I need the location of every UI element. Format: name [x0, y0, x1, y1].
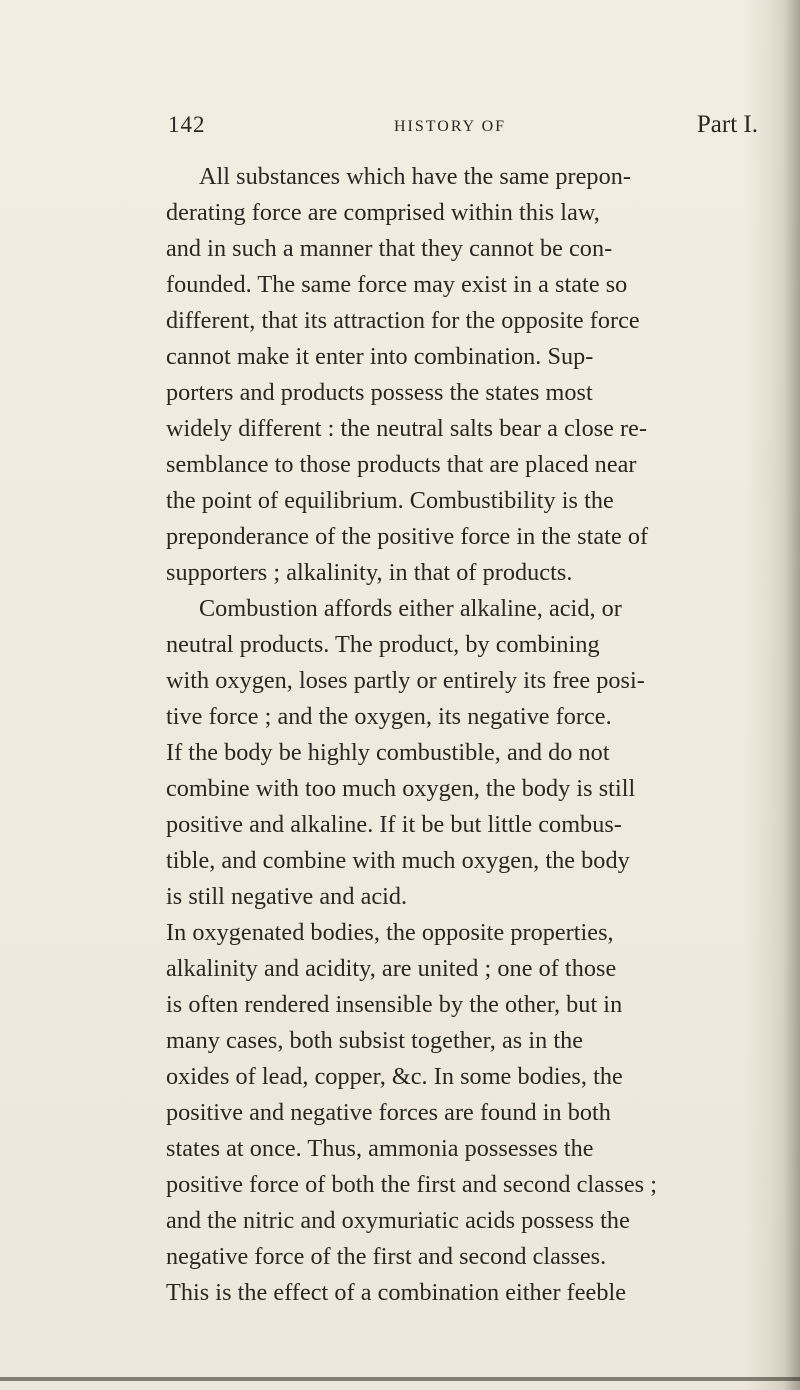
- text-line: tive force ; and the oxygen, its negative force.: [166, 703, 612, 730]
- text-line: negative force of the first and second classes.: [166, 1243, 607, 1270]
- running-head: HISTORY OF: [394, 118, 507, 135]
- text-line: widely different : the neutral salts bear a close re-: [166, 415, 648, 442]
- text-line: is often rendered insensible by the other, but in: [166, 991, 623, 1018]
- text-line: semblance to those products that are placed near: [166, 451, 637, 478]
- text-line: founded. The same force may exist in a state so: [166, 271, 628, 298]
- text-line: cannot make it enter into combination. Sup-: [166, 343, 594, 370]
- text-line: porters and products possess the states most: [166, 379, 593, 406]
- text-line: and in such a manner that they cannot be con-: [166, 235, 613, 262]
- text-line: neutral products. The product, by combining: [166, 631, 600, 658]
- text-line: with oxygen, loses partly or entirely its free posi-: [166, 667, 645, 694]
- text-line: This is the effect of a combination either feeble: [166, 1279, 627, 1306]
- text-line: positive force of both the first and second classes ;: [166, 1171, 657, 1198]
- text-line: alkalinity and acidity, are united ; one of those: [166, 955, 617, 982]
- text-line: If the body be highly combustible, and do not: [166, 739, 610, 766]
- text-line: different, that its attraction for the opposite force: [166, 307, 640, 334]
- text-line: All substances which have the same prepon-: [199, 163, 631, 190]
- text-line: states at once. Thus, ammonia possesses the: [166, 1135, 594, 1162]
- page-bottom-edge: [0, 1377, 800, 1381]
- text-line: oxides of lead, copper, &c. In some bodies, the: [166, 1063, 623, 1090]
- text-line: and the nitric and oxymuriatic acids possess the: [166, 1207, 630, 1234]
- text-line: In oxygenated bodies, the opposite properties,: [166, 919, 614, 946]
- part-label: Part I.: [696, 111, 758, 138]
- text-line: the point of equilibrium. Combustibility is the: [166, 487, 614, 514]
- text-line: positive and alkaline. If it be but little combus-: [166, 811, 622, 838]
- text-line: combine with too much oxygen, the body is still: [166, 775, 636, 802]
- text-line: many cases, both subsist together, as in the: [166, 1027, 584, 1054]
- text-line: is still negative and acid.: [166, 883, 408, 910]
- text-line: tible, and combine with much oxygen, the body: [166, 847, 630, 874]
- text-line: Combustion affords either alkaline, acid, or: [199, 595, 622, 622]
- text-line: preponderance of the positive force in the state of: [166, 523, 649, 550]
- text-line: supporters ; alkalinity, in that of products.: [166, 559, 573, 586]
- text-line: positive and negative forces are found in both: [166, 1099, 611, 1126]
- page-header: [168, 108, 758, 142]
- page-edge-shadow: [784, 0, 800, 1390]
- text-line: derating force are comprised within this law,: [166, 199, 600, 226]
- page-number: 142: [168, 112, 206, 137]
